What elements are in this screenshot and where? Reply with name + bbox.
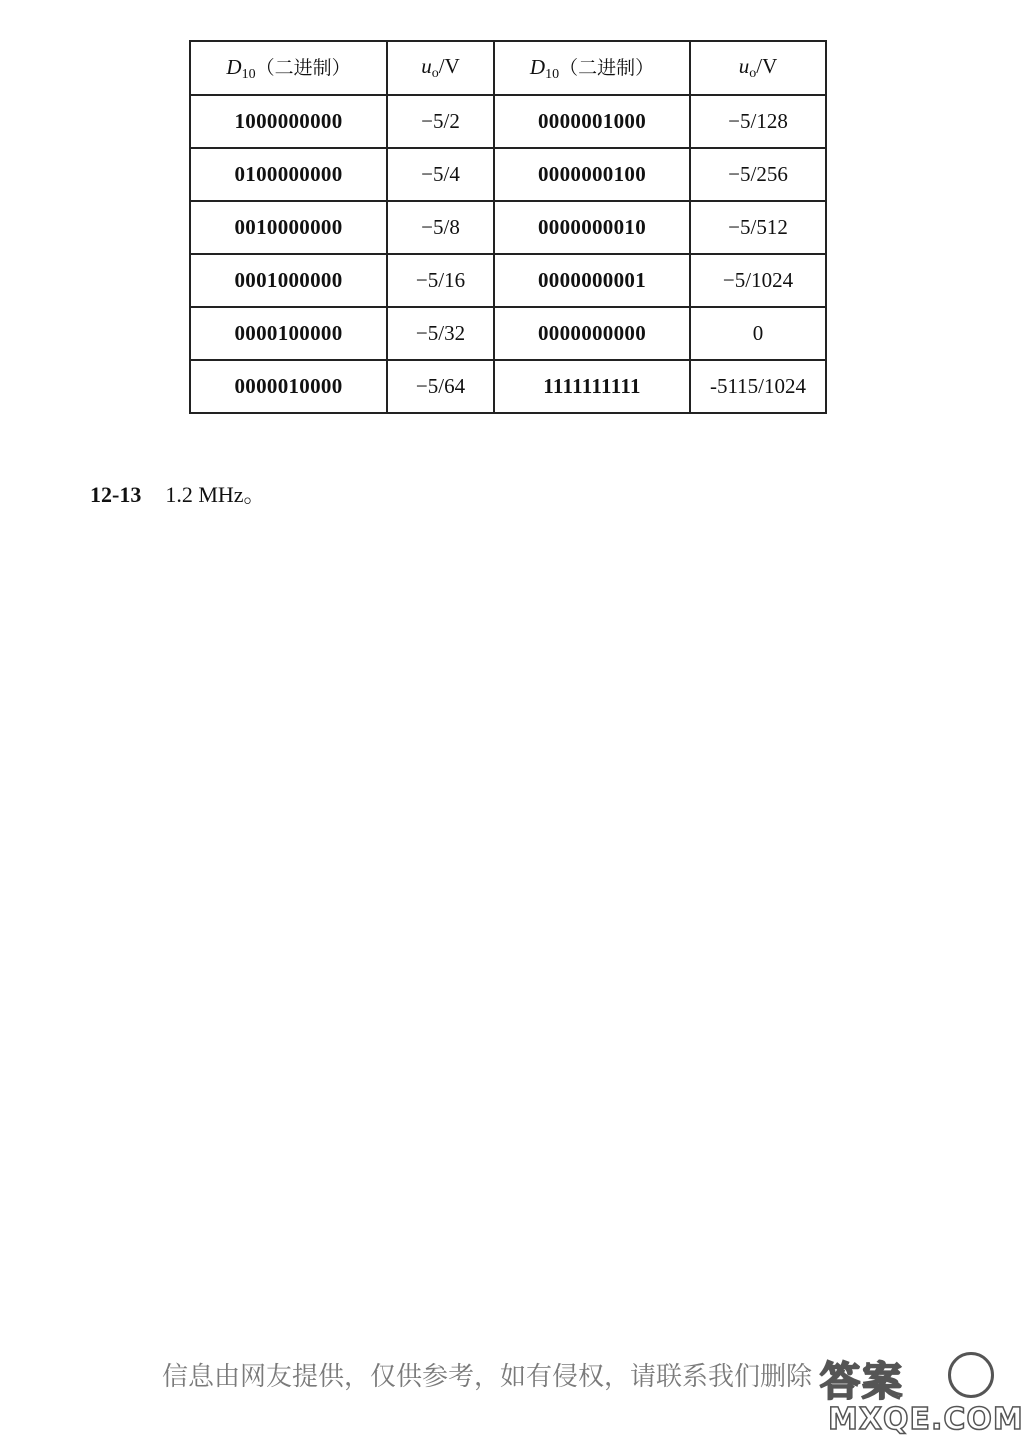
voltage-cell: −5/8 [387, 201, 494, 254]
table-header-row [190, 41, 826, 95]
binary-code-cell: 0000000001 [494, 254, 690, 307]
binary-code-cell: 0000000010 [494, 201, 690, 254]
table-row [190, 307, 826, 360]
problem-number: 12-13 [90, 482, 142, 507]
d-symbol: D [529, 55, 546, 79]
binary-code-cell: 1111111111 [494, 360, 690, 413]
answer-line [90, 478, 266, 509]
d-suffix: （二进制） [559, 57, 655, 79]
d-subscript: 10 [545, 67, 560, 82]
voltage-cell: −5/1024 [690, 254, 826, 307]
watermark-top-text: 答案 [820, 1359, 904, 1405]
watermark-bottom-text: MXQE.COM [828, 1402, 1024, 1437]
d-subscript: 10 [241, 67, 256, 82]
table-row [190, 148, 826, 201]
binary-code-cell: 0000000100 [494, 148, 690, 201]
d-suffix: （二进制） [255, 57, 351, 79]
voltage-cell: −5/2 [387, 95, 494, 148]
u-subscript: o [749, 66, 757, 81]
binary-code-cell: 0010000000 [190, 201, 387, 254]
voltage-cell: −5/32 [387, 307, 494, 360]
binary-code-cell: 0000001000 [494, 95, 690, 148]
voltage-cell: −5/128 [690, 95, 826, 148]
table-row [190, 201, 826, 254]
header-uo-left [387, 41, 494, 95]
voltage-cell: -5115/1024 [690, 360, 826, 413]
dac-output-table [189, 40, 827, 414]
site-watermark-logo [820, 1350, 1024, 1445]
voltage-cell: −5/64 [387, 360, 494, 413]
u-unit: /V [438, 54, 460, 78]
header-d10-left [190, 41, 387, 95]
binary-code-cell: 0000010000 [190, 360, 387, 413]
binary-code-cell: 0001000000 [190, 254, 387, 307]
u-unit: /V [756, 54, 778, 78]
u-symbol: u [738, 54, 750, 78]
binary-code-cell: 0100000000 [190, 148, 387, 201]
d-symbol: D [226, 55, 242, 79]
table-row [190, 95, 826, 148]
u-subscript: o [431, 66, 439, 81]
disclaimer-note: 信息由网友提供，仅供参考，如有侵权，请联系我们删除 [162, 1362, 813, 1392]
watermark-circle-icon [948, 1352, 994, 1398]
binary-code-cell: 0000100000 [190, 307, 387, 360]
voltage-cell: 0 [690, 307, 826, 360]
table-row [190, 360, 826, 413]
voltage-cell: −5/4 [387, 148, 494, 201]
header-uo-right [690, 41, 826, 95]
u-symbol: u [421, 54, 432, 78]
table-row [190, 254, 826, 307]
voltage-cell: −5/512 [690, 201, 826, 254]
voltage-cell: −5/256 [690, 148, 826, 201]
header-d10-right [494, 41, 690, 95]
binary-code-cell: 0000000000 [494, 307, 690, 360]
answer-text: 1.2 MHz。 [165, 482, 266, 507]
voltage-cell: −5/16 [387, 254, 494, 307]
binary-code-cell: 1000000000 [190, 95, 387, 148]
